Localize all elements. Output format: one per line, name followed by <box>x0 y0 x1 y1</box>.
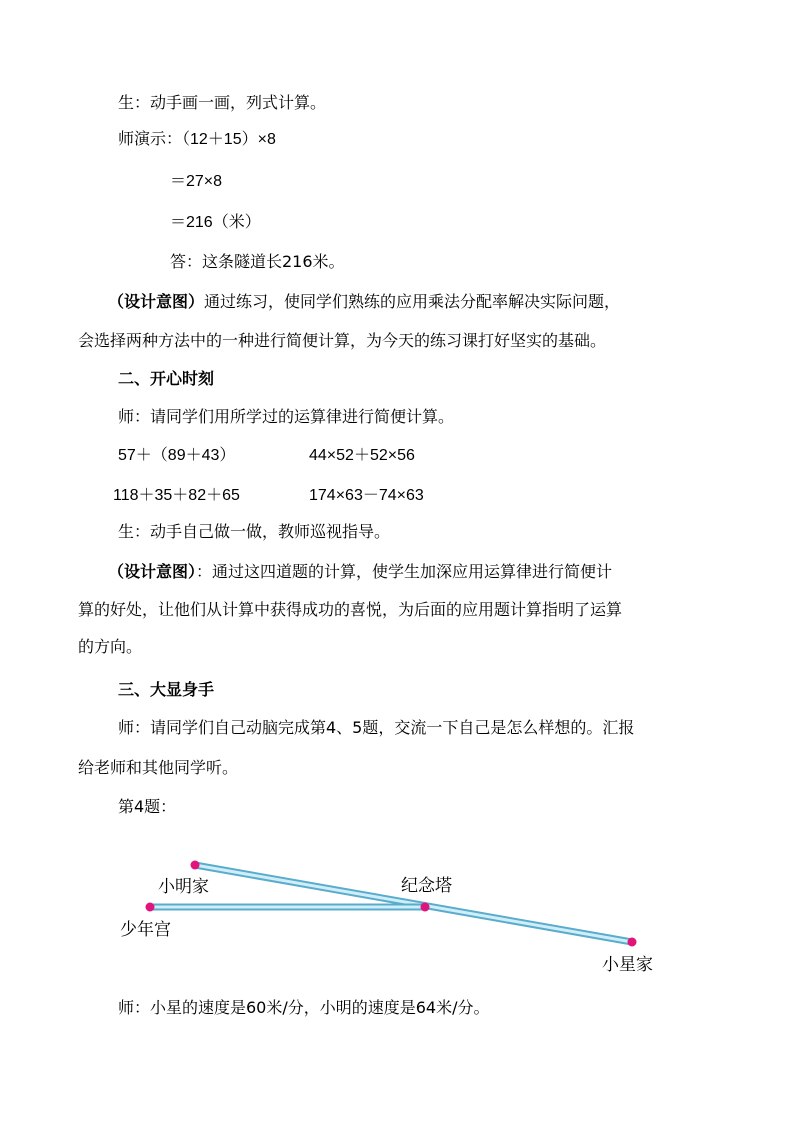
location-dot-jinian <box>421 903 430 912</box>
paragraph-line: 会选择两种方法中的一种进行简便计算，为今天的练习课打好坚实的基础。 <box>78 331 607 350</box>
design-intent-text: ：通过这四道题的计算，使学生加深应用运算律进行简便计 <box>196 562 613 581</box>
location-dot-xiaoxing <box>628 938 637 947</box>
design-intent-text: 通过练习，使同学们熟练的应用乘法分配率解决实际问题， <box>204 292 621 311</box>
text-line: 师：小星的速度是60米/分，小明的速度是64米/分。 <box>118 998 490 1017</box>
paragraph-line: 的方向。 <box>78 637 143 656</box>
map-label-xiaoming: 小明家 <box>158 877 209 897</box>
paragraph-line: 给老师和其他同学听。 <box>78 758 239 777</box>
section-heading: 二、开心时刻 <box>118 369 215 388</box>
text-line: ＝216（米） <box>170 214 261 231</box>
text-line: 师：请同学们用所学过的运算律进行简便计算。 <box>118 407 455 426</box>
text-line: 生：动手自己做一做，教师巡视指导。 <box>118 522 391 541</box>
exercise: 44×52＋52×56 <box>309 447 415 464</box>
location-dot-shaonian <box>146 903 155 912</box>
text-line: 生：动手画一画，列式计算。 <box>118 93 327 112</box>
exercise: 174×63－74×63 <box>309 487 424 504</box>
paragraph-line: 师：请同学们自己动脑完成第4、5题，交流一下自己是怎么样想的。汇报 <box>118 718 635 737</box>
section-heading: 三、大显身手 <box>118 680 215 699</box>
map-label-shaonian: 少年宫 <box>120 920 171 940</box>
location-dot-xiaoming <box>191 861 200 870</box>
design-intent-label: （设计意图） <box>108 292 205 311</box>
text-line: ＝27×8 <box>170 173 223 190</box>
map-label-jinian: 纪念塔 <box>401 876 452 896</box>
exercise: 57＋（89＋43） <box>118 447 236 464</box>
paragraph-line: 算的好处，让他们从计算中获得成功的喜悦，为后面的应用题计算指明了运算 <box>78 600 623 619</box>
text-line: 第4题： <box>118 797 177 816</box>
text-line: 师演示：（12＋15）×8 <box>118 131 276 148</box>
map-label-xiaoxing: 小星家 <box>602 955 653 975</box>
text-line: 答：这条隧道长216米。 <box>170 252 345 271</box>
exercise: 118＋35＋82＋65 <box>113 487 240 504</box>
design-intent-label: （设计意图） <box>108 562 197 581</box>
